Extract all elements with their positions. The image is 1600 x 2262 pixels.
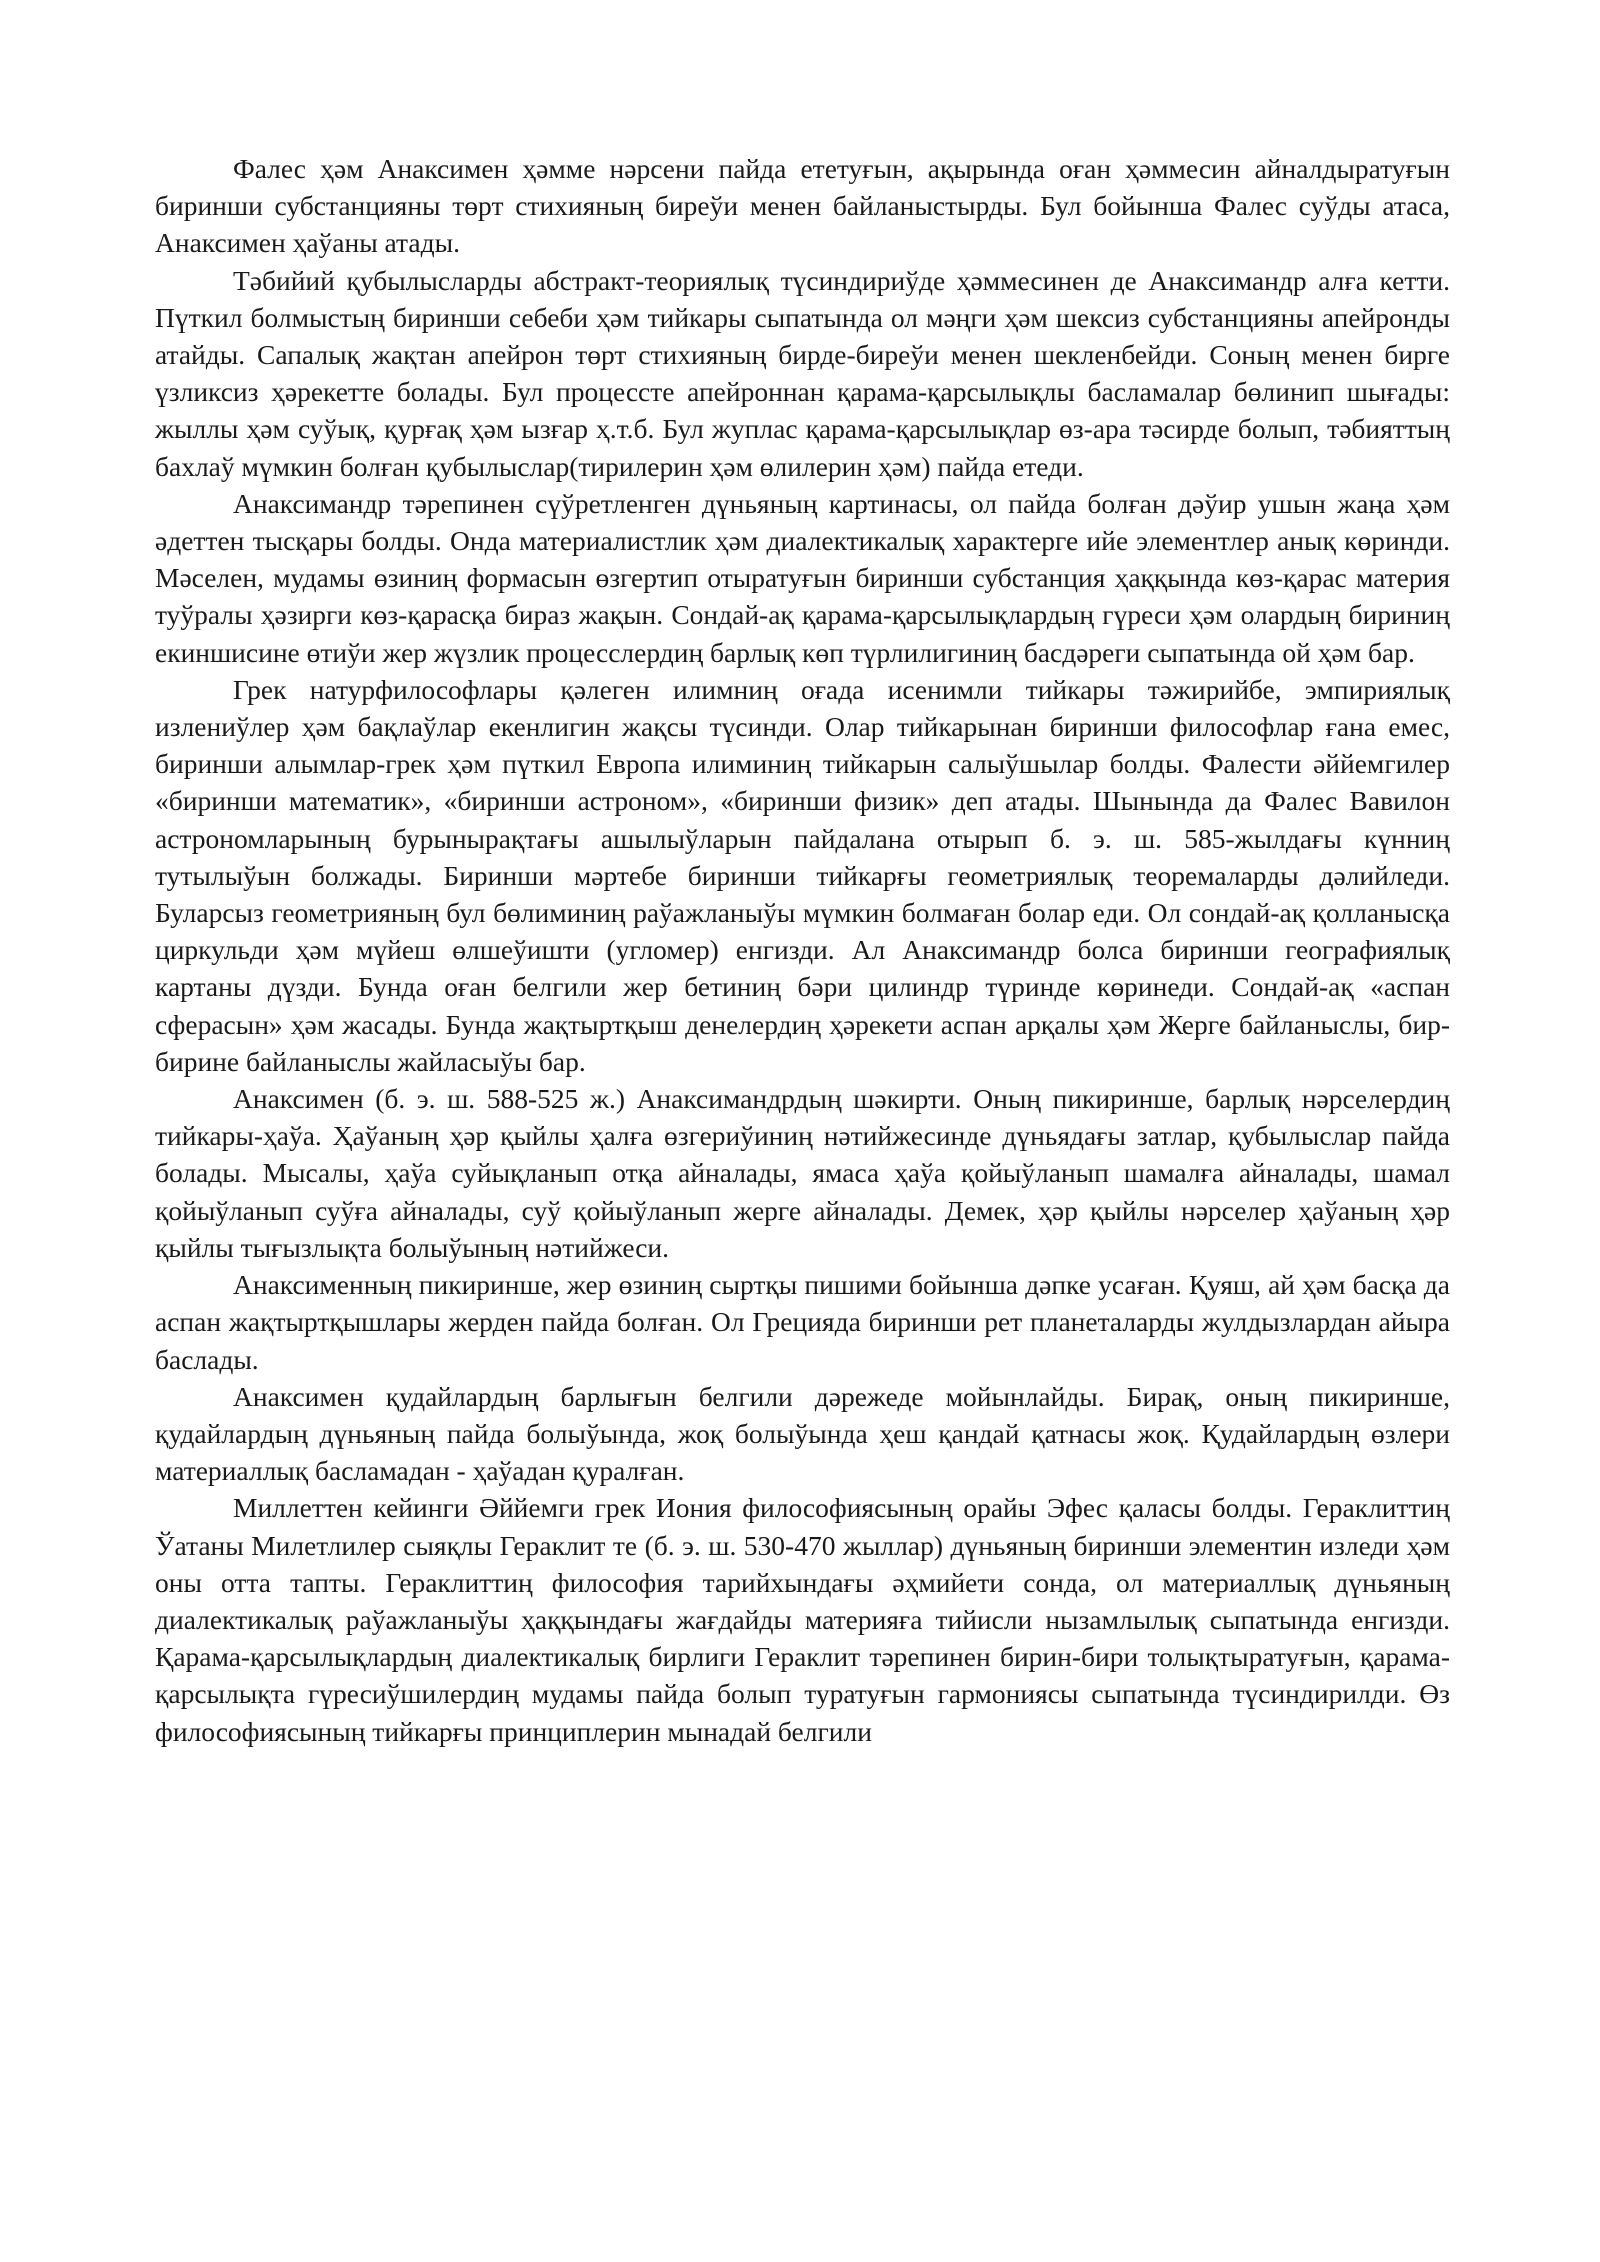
paragraph: Миллеттен кейинги Әййемги грек Иония философиясының орайы Эфес қаласы болды. Гераклиттиң Ўатаны Милетлилер сыяқлы Гераклит те (б. э. ш. 530-470 жыллар) дүньяның биринши элементин изледи ҳәм оны отта тапты. Гераклиттиң философия тарийхындағы әҳмийети сонда, ол материаллық дүньяның диалектикалық раўажланыўы ҳаққындағы жағдайды материяға тийисли нызамлылық сыпатында енгизди. Қарама-қарсылықлардың диалектикалық бирлиги Гераклит тәрепинен бирин-бири толықтыратуғын, қарама-қарсылықта гүресиўшилердиң мудамы пайда болып туратуғын гармониясы сыпатында түсиндирилди. Өз философиясының тийкарғы принциплерин мынадай белгили xyxy=(155,1492,1450,1747)
paragraph: Анаксимандр тәрепинен сүўретленген дүньяның картинасы, ол пайда болған дәўир ушын жаңа ҳәм әдеттен тысқары болды. Онда материалистлик ҳәм диалектикалық характерге ийе элементлер анық көринди. Мәселен, мудамы өзиниң формасын өзгертип отыратуғын биринши субстанция ҳаққында көз-қарас материя туўралы ҳәзирги көз-қарасқа бираз жақын. Сондай-ақ қарама-қарсылықлардың гүреси ҳәм олардың бириниң екиншисине өтиўи жер жүзлик процесслердиң барлық көп түрлилигиниң басдәреги сыпатында ой ҳәм бар. xyxy=(155,487,1450,668)
paragraph: Тәбийий қубылысларды абстракт-теориялық түсиндириўде ҳәммесинен де Анаксимандр алға кетти. Пүткил болмыстың биринши себеби ҳәм тийкары сыпатында ол мәңги ҳәм шексиз субстанцияны апейронды атайды. Сапалық жақтан апейрон төрт стихияның бирде-биреўи менен шекленбейди. Соның менен бирге үзликсиз ҳәрекетте болады. Бул процессте апейроннан қарама-қарсылықлы басламалар бөлинип шығады: жыллы ҳәм суўық, қурғақ ҳәм ызғар ҳ.т.б. Бул жуплас қарама-қарсылықлар өз-ара тәсирде болып, тәбияттың бахлаў мүмкин болған қубылыслар(тирилерин ҳәм өлилерин ҳәм) пайда етеди. xyxy=(155,264,1450,482)
paragraph: Анаксимен (б. э. ш. 588-525 ж.) Анаксимандрдың шәкирти. Оның пикиринше, барлық нәрселердиң тийкары-ҳаўа. Ҳаўаның ҳәр қыйлы ҳалға өзгериўиниң нәтийжесинде дүньядағы затлар, қубылыслар пайда болады. Мысалы, ҳаўа суйықланып отқа айналады, ямаса ҳаўа қойыўланып шамалға айналады, шамал қойыўланып суўға айналады, суў қойыўланып жерге айналады. Демек, ҳәр қыйлы нәрселер ҳаўаның ҳәр қыйлы тығызлықта болыўының нәтийжеси. xyxy=(155,1083,1450,1263)
document-page xyxy=(155,150,1450,1750)
paragraph: Фалес ҳәм Анаксимен ҳәмме нәрсени пайда ететуғын, ақырында оған ҳәммесин айналдыратуғын биринши субстанцияны төрт стихияның биреўи менен байланыстырды. Бул бойынша Фалес суўды атаса, Анаксимен ҳаўаны атады. xyxy=(155,153,1450,259)
paragraph: Анаксименның пикиринше, жер өзиниң сыртқы пишими бойынша дәпке усаған. Қуяш, ай ҳәм басқа да аспан жақтыртқышлары жерден пайда болған. Ол Грецияда биринши рет планеталарды жулдызлардан айыра баслады. xyxy=(155,1269,1450,1375)
paragraph: Грек натурфилософлары қәлеген илимниң оғада исенимли тийкары тәжирийбе, эмпириялық излениўлер ҳәм бақлаўлар екенлигин жақсы түсинди. Олар тийкарынан биринши философлар ғана емес, биринши алымлар-грек ҳәм пүткил Европа илиминиң тийкарын салыўшылар болды. Фалести әййемгилер «биринши математик», «биринши астроном», «биринши физик» деп атады. Шынында да Фалес Вавилон астрономларының бурынырақтағы ашылыўларын пайдалана отырып б. э. ш. 585-жылдағы күнниң тутылыўын болжады. Биринши мәртебе биринши тийкарғы геометриялық теоремаларды дәлийледи. Буларсыз геометрияның бул бөлиминиң раўажланыўы мүмкин болмаған болар еди. Ол сондай-ақ қолланысқа циркульди ҳәм мүйеш өлшеўишти (угломер) енгизди. Ал Анаксимандр болса биринши географиялық картаны дүзди. Бунда оған белгили жер бетиниң бәри цилиндр түринде көринеди. Сондай-ақ «аспан сферасын» ҳәм жасады. Бунда жақтыртқыш денелердиң ҳәрекети аспан арқалы ҳәм Жерге байланыслы, бир-бирине байланыслы жайласыўы бар. xyxy=(155,673,1450,1077)
paragraph: Анаксимен қудайлардың барлығын белгили дәрежеде мойынлайды. Бирақ, оның пикиринше, қудайлардың дүньяның пайда болыўында, жоқ болыўында ҳеш қандай қатнасы жоқ. Қудайлардың өзлери материаллық басламадан - ҳаўадан қуралған. xyxy=(155,1380,1450,1487)
